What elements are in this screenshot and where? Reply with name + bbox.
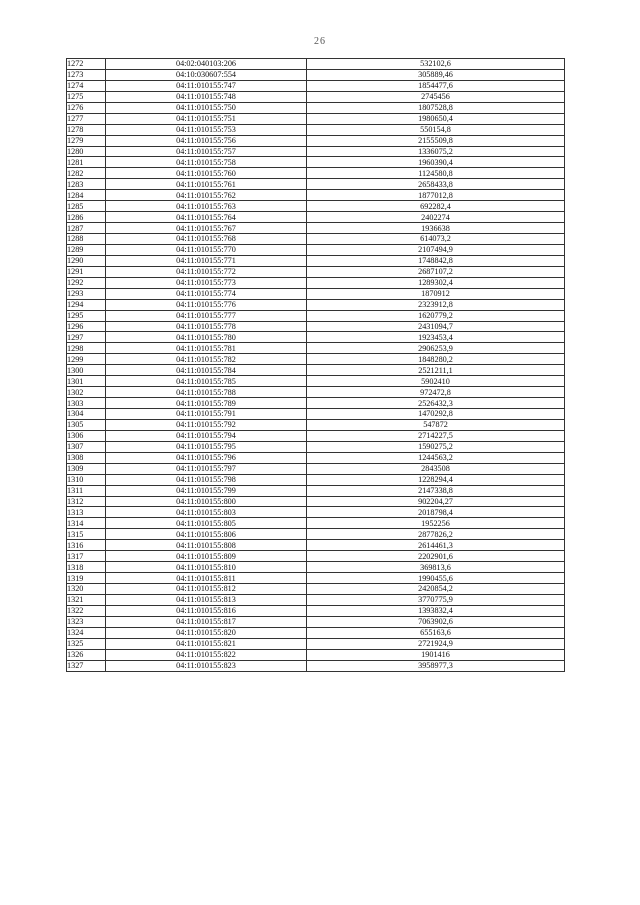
table-row [67, 157, 565, 168]
cadastral-value-cell: 2323912,8 [307, 299, 565, 310]
cadastral-number-cell: 04:11:010155:761 [106, 179, 307, 190]
table-row [67, 387, 565, 398]
table-row [67, 594, 565, 605]
table-row [67, 277, 565, 288]
row-number-cell: 1309 [67, 463, 106, 474]
table-row [67, 562, 565, 573]
cadastral-value-cell: 902204,27 [307, 496, 565, 507]
table-row [67, 605, 565, 616]
cadastral-number-cell: 04:11:010155:792 [106, 419, 307, 430]
cadastral-value-cell: 2521211,1 [307, 365, 565, 376]
row-number-cell: 1288 [67, 234, 106, 245]
row-number-cell: 1274 [67, 80, 106, 91]
cadastral-number-cell: 04:11:010155:797 [106, 463, 307, 474]
row-number-cell: 1303 [67, 398, 106, 409]
cadastral-number-cell: 04:11:010155:800 [106, 496, 307, 507]
cadastral-number-cell: 04:11:010155:795 [106, 441, 307, 452]
row-number-cell: 1323 [67, 616, 106, 627]
cadastral-value-cell: 2745456 [307, 91, 565, 102]
row-number-cell: 1293 [67, 288, 106, 299]
cadastral-value-cell: 1590275,2 [307, 441, 565, 452]
row-number-cell: 1315 [67, 529, 106, 540]
cadastral-value-cell: 3770775,9 [307, 594, 565, 605]
table-row [67, 244, 565, 255]
cadastral-value-cell: 1244563,2 [307, 452, 565, 463]
table-row [67, 146, 565, 157]
cadastral-number-cell: 04:11:010155:817 [106, 616, 307, 627]
cadastral-number-cell: 04:11:010155:758 [106, 157, 307, 168]
cadastral-number-cell: 04:11:010155:808 [106, 540, 307, 551]
cadastral-value-table [66, 58, 565, 672]
table-row [67, 234, 565, 245]
row-number-cell: 1326 [67, 649, 106, 660]
cadastral-value-cell: 1923453,4 [307, 332, 565, 343]
cadastral-value-cell: 1854477,6 [307, 80, 565, 91]
table-row [67, 376, 565, 387]
row-number-cell: 1322 [67, 605, 106, 616]
table-row [67, 266, 565, 277]
cadastral-number-cell: 04:11:010155:811 [106, 573, 307, 584]
cadastral-number-cell: 04:11:010155:806 [106, 529, 307, 540]
table-row [67, 573, 565, 584]
row-number-cell: 1317 [67, 551, 106, 562]
row-number-cell: 1297 [67, 332, 106, 343]
cadastral-number-cell: 04:11:010155:751 [106, 113, 307, 124]
cadastral-value-cell: 1980650,4 [307, 113, 565, 124]
cadastral-value-cell: 2658433,8 [307, 179, 565, 190]
row-number-cell: 1327 [67, 660, 106, 671]
table-row [67, 113, 565, 124]
row-number-cell: 1305 [67, 419, 106, 430]
table-row [67, 91, 565, 102]
cadastral-number-cell: 04:11:010155:822 [106, 649, 307, 660]
cadastral-value-cell: 369813,6 [307, 562, 565, 573]
cadastral-number-cell: 04:02:040103:206 [106, 59, 307, 70]
table-row [67, 584, 565, 595]
row-number-cell: 1287 [67, 223, 106, 234]
cadastral-number-cell: 04:11:010155:764 [106, 212, 307, 223]
table-row [67, 441, 565, 452]
cadastral-value-cell: 2155509,8 [307, 135, 565, 146]
table-row [67, 496, 565, 507]
cadastral-number-cell: 04:11:010155:810 [106, 562, 307, 573]
cadastral-number-cell: 04:11:010155:753 [106, 124, 307, 135]
cadastral-number-cell: 04:11:010155:821 [106, 638, 307, 649]
cadastral-number-cell: 04:11:010155:781 [106, 343, 307, 354]
table-row [67, 69, 565, 80]
row-number-cell: 1289 [67, 244, 106, 255]
cadastral-number-cell: 04:11:010155:820 [106, 627, 307, 638]
cadastral-number-cell: 04:11:010155:782 [106, 354, 307, 365]
cadastral-value-cell: 692282,4 [307, 201, 565, 212]
cadastral-number-cell: 04:11:010155:798 [106, 474, 307, 485]
row-number-cell: 1312 [67, 496, 106, 507]
cadastral-value-cell: 2402274 [307, 212, 565, 223]
cadastral-number-cell: 04:11:010155:777 [106, 310, 307, 321]
table-row [67, 190, 565, 201]
cadastral-number-cell: 04:11:010155:772 [106, 266, 307, 277]
page-number: 26 [314, 36, 326, 47]
cadastral-number-cell: 04:11:010155:799 [106, 485, 307, 496]
row-number-cell: 1275 [67, 91, 106, 102]
table-row [67, 135, 565, 146]
table-row [67, 223, 565, 234]
cadastral-value-cell: 1952256 [307, 518, 565, 529]
cadastral-value-cell: 1870912 [307, 288, 565, 299]
cadastral-value-cell: 655163,6 [307, 627, 565, 638]
table-row [67, 660, 565, 671]
table-row [67, 649, 565, 660]
cadastral-value-cell: 2018798,4 [307, 507, 565, 518]
cadastral-value-cell: 2721924,9 [307, 638, 565, 649]
row-number-cell: 1324 [67, 627, 106, 638]
row-number-cell: 1325 [67, 638, 106, 649]
cadastral-number-cell: 04:11:010155:750 [106, 102, 307, 113]
table-row [67, 398, 565, 409]
row-number-cell: 1314 [67, 518, 106, 529]
row-number-cell: 1284 [67, 190, 106, 201]
cadastral-value-cell: 2431094,7 [307, 321, 565, 332]
row-number-cell: 1310 [67, 474, 106, 485]
cadastral-value-cell: 1807528,8 [307, 102, 565, 113]
table-row [67, 638, 565, 649]
cadastral-number-cell: 04:11:010155:763 [106, 201, 307, 212]
cadastral-value-cell: 2202901,6 [307, 551, 565, 562]
cadastral-value-cell: 305889,46 [307, 69, 565, 80]
cadastral-number-cell: 04:11:010155:757 [106, 146, 307, 157]
table-row [67, 201, 565, 212]
cadastral-value-cell: 1470292,8 [307, 409, 565, 420]
table-row [67, 485, 565, 496]
row-number-cell: 1307 [67, 441, 106, 452]
cadastral-value-cell: 1960390,4 [307, 157, 565, 168]
table-row [67, 430, 565, 441]
table-row [67, 354, 565, 365]
cadastral-number-cell: 04:11:010155:805 [106, 518, 307, 529]
row-number-cell: 1316 [67, 540, 106, 551]
row-number-cell: 1301 [67, 376, 106, 387]
table-row [67, 419, 565, 430]
cadastral-number-cell: 04:10:030607:554 [106, 69, 307, 80]
row-number-cell: 1321 [67, 594, 106, 605]
table-row [67, 518, 565, 529]
cadastral-value-cell: 1228294,4 [307, 474, 565, 485]
table-row [67, 551, 565, 562]
cadastral-number-cell: 04:11:010155:771 [106, 255, 307, 266]
cadastral-number-cell: 04:11:010155:776 [106, 299, 307, 310]
table-row [67, 409, 565, 420]
table-row [67, 365, 565, 376]
row-number-cell: 1290 [67, 255, 106, 266]
table-row [67, 80, 565, 91]
cadastral-number-cell: 04:11:010155:816 [106, 605, 307, 616]
cadastral-value-cell: 1393832,4 [307, 605, 565, 616]
row-number-cell: 1296 [67, 321, 106, 332]
cadastral-number-cell: 04:11:010155:785 [106, 376, 307, 387]
row-number-cell: 1298 [67, 343, 106, 354]
table-row [67, 255, 565, 266]
cadastral-value-cell: 1901416 [307, 649, 565, 660]
row-number-cell: 1319 [67, 573, 106, 584]
cadastral-number-cell: 04:11:010155:788 [106, 387, 307, 398]
cadastral-value-cell: 2906253,9 [307, 343, 565, 354]
row-number-cell: 1308 [67, 452, 106, 463]
cadastral-number-cell: 04:11:010155:789 [106, 398, 307, 409]
cadastral-value-cell: 550154,8 [307, 124, 565, 135]
cadastral-number-cell: 04:11:010155:813 [106, 594, 307, 605]
row-number-cell: 1280 [67, 146, 106, 157]
cadastral-number-cell: 04:11:010155:760 [106, 168, 307, 179]
cadastral-value-cell: 1848280,2 [307, 354, 565, 365]
cadastral-value-cell: 1877012,8 [307, 190, 565, 201]
table-row [67, 299, 565, 310]
cadastral-number-cell: 04:11:010155:767 [106, 223, 307, 234]
cadastral-value-cell: 1936638 [307, 223, 565, 234]
cadastral-number-cell: 04:11:010155:812 [106, 584, 307, 595]
table-row [67, 507, 565, 518]
row-number-cell: 1291 [67, 266, 106, 277]
cadastral-value-cell: 1124580,8 [307, 168, 565, 179]
cadastral-value-cell: 1336075,2 [307, 146, 565, 157]
cadastral-number-cell: 04:11:010155:796 [106, 452, 307, 463]
cadastral-value-cell: 2843508 [307, 463, 565, 474]
cadastral-number-cell: 04:11:010155:803 [106, 507, 307, 518]
table-row [67, 102, 565, 113]
cadastral-number-cell: 04:11:010155:809 [106, 551, 307, 562]
row-number-cell: 1306 [67, 430, 106, 441]
table-row [67, 168, 565, 179]
cadastral-value-cell: 1990455,6 [307, 573, 565, 584]
row-number-cell: 1304 [67, 409, 106, 420]
row-number-cell: 1295 [67, 310, 106, 321]
cadastral-value-cell: 614073,2 [307, 234, 565, 245]
row-number-cell: 1278 [67, 124, 106, 135]
cadastral-number-cell: 04:11:010155:768 [106, 234, 307, 245]
table-row [67, 321, 565, 332]
cadastral-number-cell: 04:11:010155:780 [106, 332, 307, 343]
cadastral-value-cell: 2107494,9 [307, 244, 565, 255]
cadastral-value-cell: 2420854,2 [307, 584, 565, 595]
table-row [67, 343, 565, 354]
cadastral-number-cell: 04:11:010155:773 [106, 277, 307, 288]
table-row [67, 616, 565, 627]
cadastral-number-cell: 04:11:010155:756 [106, 135, 307, 146]
cadastral-number-cell: 04:11:010155:778 [106, 321, 307, 332]
cadastral-value-cell: 1620779,2 [307, 310, 565, 321]
row-number-cell: 1311 [67, 485, 106, 496]
row-number-cell: 1272 [67, 59, 106, 70]
row-number-cell: 1273 [67, 69, 106, 80]
row-number-cell: 1286 [67, 212, 106, 223]
row-number-cell: 1282 [67, 168, 106, 179]
row-number-cell: 1277 [67, 113, 106, 124]
table-row [67, 529, 565, 540]
cadastral-number-cell: 04:11:010155:748 [106, 91, 307, 102]
cadastral-value-cell: 3958977,3 [307, 660, 565, 671]
row-number-cell: 1299 [67, 354, 106, 365]
row-number-cell: 1276 [67, 102, 106, 113]
table-row [67, 332, 565, 343]
table-row [67, 288, 565, 299]
row-number-cell: 1292 [67, 277, 106, 288]
cadastral-value-cell: 1748842,8 [307, 255, 565, 266]
table-row [67, 627, 565, 638]
cadastral-value-cell: 972472,8 [307, 387, 565, 398]
cadastral-number-cell: 04:11:010155:770 [106, 244, 307, 255]
cadastral-number-cell: 04:11:010155:774 [106, 288, 307, 299]
cadastral-value-cell: 532102,6 [307, 59, 565, 70]
table-row [67, 463, 565, 474]
cadastral-value-cell: 5902410 [307, 376, 565, 387]
table-row [67, 59, 565, 70]
table-row [67, 540, 565, 551]
table-row [67, 310, 565, 321]
row-number-cell: 1294 [67, 299, 106, 310]
row-number-cell: 1302 [67, 387, 106, 398]
row-number-cell: 1281 [67, 157, 106, 168]
row-number-cell: 1285 [67, 201, 106, 212]
row-number-cell: 1318 [67, 562, 106, 573]
cadastral-number-cell: 04:11:010155:794 [106, 430, 307, 441]
cadastral-value-cell: 7063902,6 [307, 616, 565, 627]
row-number-cell: 1279 [67, 135, 106, 146]
row-number-cell: 1300 [67, 365, 106, 376]
cadastral-number-cell: 04:11:010155:747 [106, 80, 307, 91]
row-number-cell: 1313 [67, 507, 106, 518]
row-number-cell: 1283 [67, 179, 106, 190]
cadastral-value-cell: 2147338,8 [307, 485, 565, 496]
cadastral-value-cell: 2526432,3 [307, 398, 565, 409]
cadastral-value-cell: 2687107,2 [307, 266, 565, 277]
cadastral-number-cell: 04:11:010155:791 [106, 409, 307, 420]
table-row [67, 212, 565, 223]
cadastral-value-cell: 2877826,2 [307, 529, 565, 540]
table-row [67, 179, 565, 190]
cadastral-number-cell: 04:11:010155:823 [106, 660, 307, 671]
cadastral-value-cell: 547872 [307, 419, 565, 430]
row-number-cell: 1320 [67, 584, 106, 595]
cadastral-value-cell: 1289302,4 [307, 277, 565, 288]
table-row [67, 474, 565, 485]
table-row [67, 452, 565, 463]
cadastral-number-cell: 04:11:010155:762 [106, 190, 307, 201]
cadastral-number-cell: 04:11:010155:784 [106, 365, 307, 376]
cadastral-value-cell: 2614461,3 [307, 540, 565, 551]
table-row [67, 124, 565, 135]
cadastral-value-cell: 2714227,5 [307, 430, 565, 441]
